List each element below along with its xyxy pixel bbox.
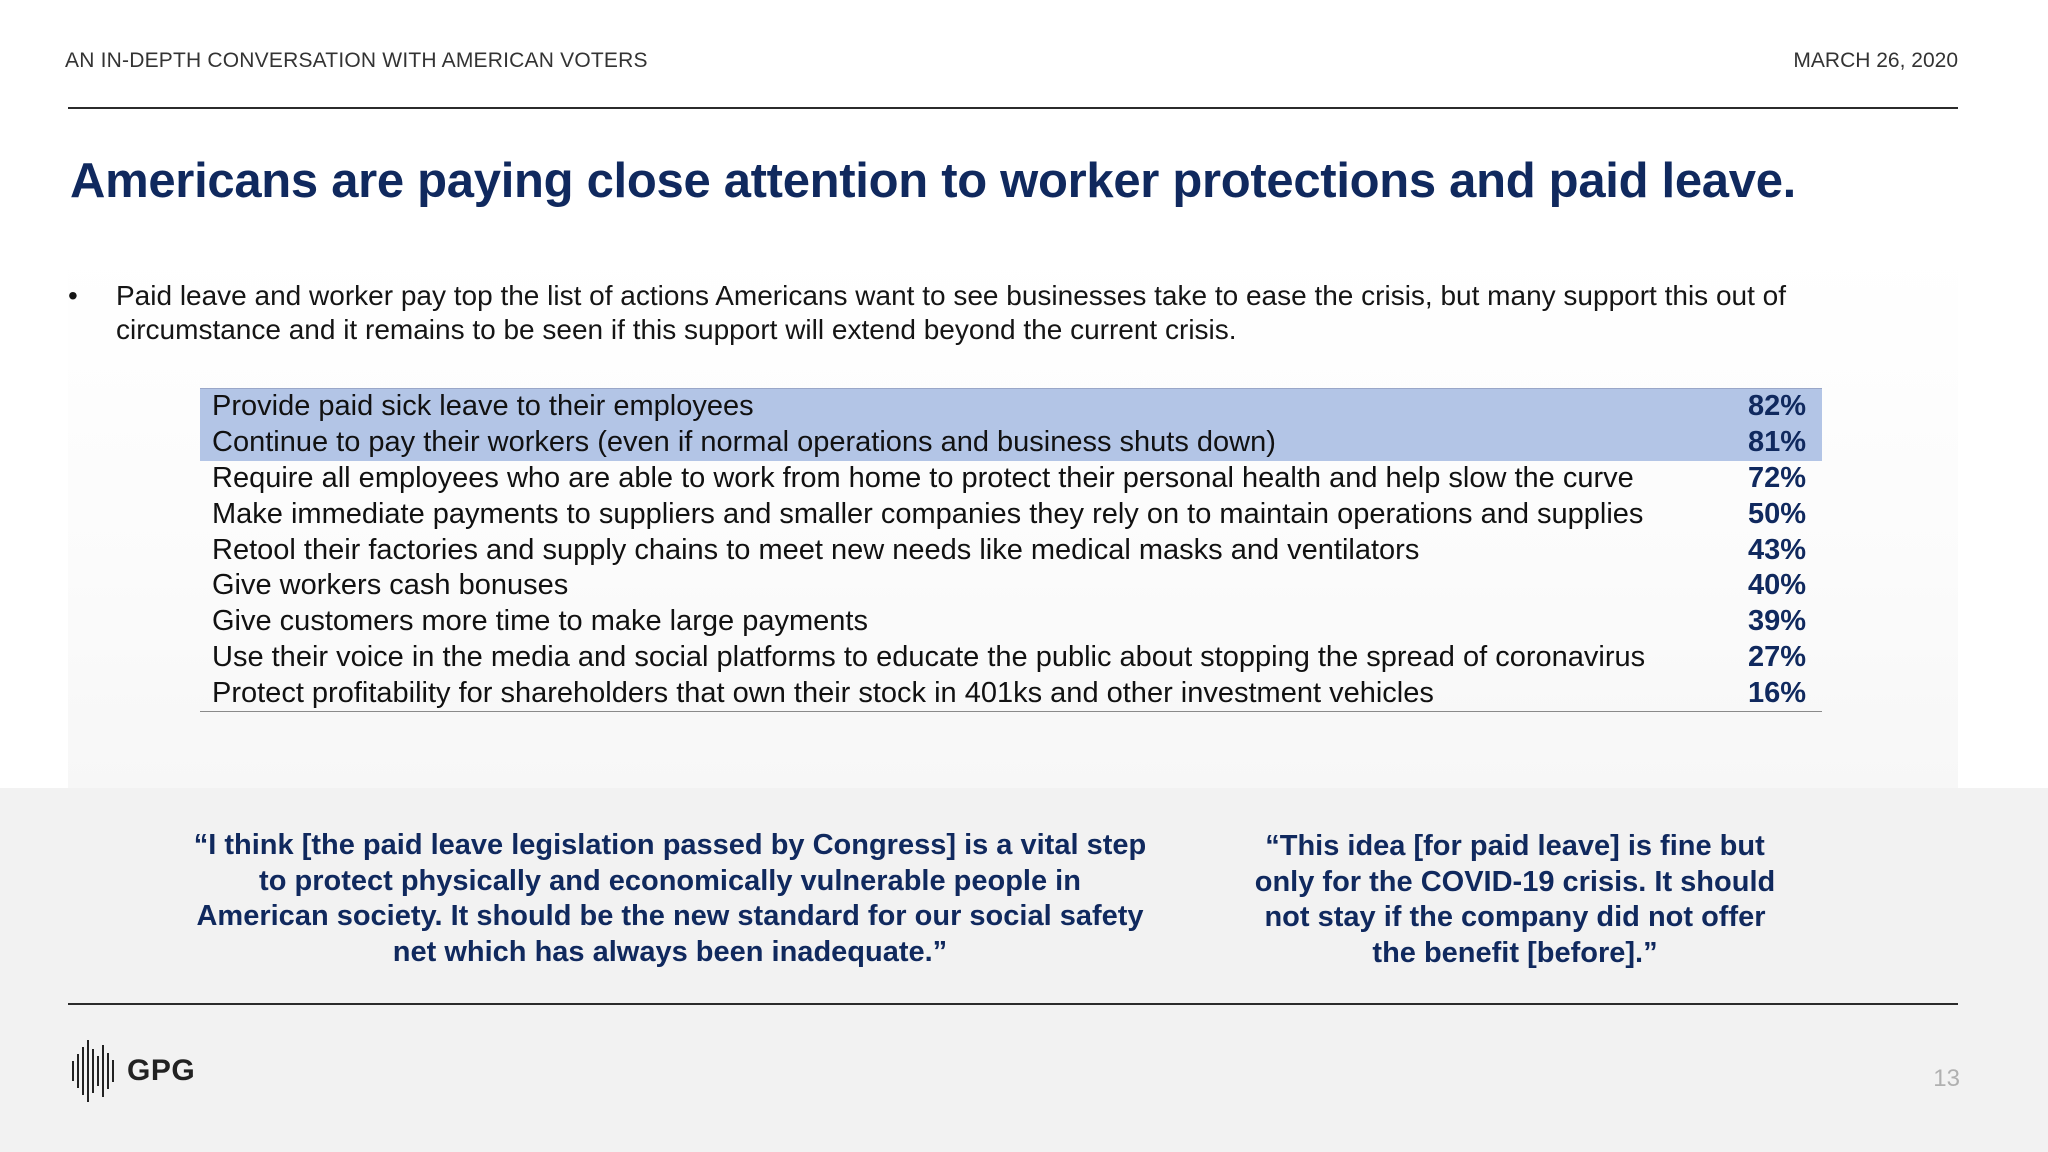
survey-row-percent: 50% [1747,497,1806,530]
header-divider [68,107,1958,109]
voter-quote-left: “I think [the paid leave legislation passed by Congress] is a vital step to protect physically and economically vulnerable people in American society. It should be the new standard for our social safety net which has always been inadequate.” [193,829,1147,968]
survey-row [200,604,1822,640]
slide-title: Americans are paying close attention to worker protections and paid leave. [70,154,1796,208]
survey-row [200,675,1822,711]
survey-row [200,461,1822,497]
survey-row-percent: 82% [1747,390,1806,423]
survey-row-label: Retool their factories and supply chains to meet new needs like medical masks and ventilators [212,533,1420,566]
survey-row-label: Provide paid sick leave to their employees [212,390,754,423]
survey-row-label: Give customers more time to make large payments [212,605,868,638]
survey-row-label: Continue to pay their workers (even if normal operations and business shuts down) [212,426,1276,459]
survey-row [200,425,1822,461]
survey-row-percent: 27% [1747,640,1806,673]
survey-row-percent: 39% [1747,605,1806,638]
survey-row-label: Require all employees who are able to work from home to protect their personal health and help slow the curve [212,461,1634,494]
voter-quote-right: “This idea [for paid leave] is fine but only for the COVID-19 crisis. It should not stay if the company did not offer the benefit [before].” [1254,830,1776,969]
logo-text: GPG [127,1054,196,1087]
survey-row-percent: 81% [1747,426,1806,459]
page-number: 13 [1933,1065,1960,1092]
deck-subtitle: AN IN-DEPTH CONVERSATION WITH AMERICAN VOTERS [65,49,648,72]
survey-row [200,640,1822,676]
survey-row-percent: 16% [1747,676,1806,709]
survey-row [200,389,1822,425]
bullet-text: Paid leave and worker pay top the list of actions Americans want to see businesses take to ease the crisis, but many support this out of circumstance and it remains to be seen if this support will extend beyond the current crisis. [116,280,1787,345]
bullet-marker: • [68,280,78,311]
waveform-logo-icon [72,1040,117,1102]
survey-row [200,532,1822,568]
survey-row-percent: 40% [1747,569,1806,602]
survey-row-label: Protect profitability for shareholders that own their stock in 401ks and other investment vehicles [212,676,1434,709]
gpg-logo [72,1040,195,1102]
survey-row-label: Use their voice in the media and social platforms to educate the public about stopping the spread of coronavirus [212,640,1646,673]
survey-results-table [200,388,1822,712]
survey-row-percent: 72% [1747,461,1806,494]
survey-row [200,496,1822,532]
survey-row [200,568,1822,604]
survey-row-label: Make immediate payments to suppliers and smaller companies they rely on to maintain operations and supplies [212,497,1644,530]
survey-row-label: Give workers cash bonuses [212,569,569,602]
presentation-date: MARCH 26, 2020 [1793,49,1958,72]
footer-divider [68,1003,1958,1005]
survey-row-percent: 43% [1747,533,1806,566]
